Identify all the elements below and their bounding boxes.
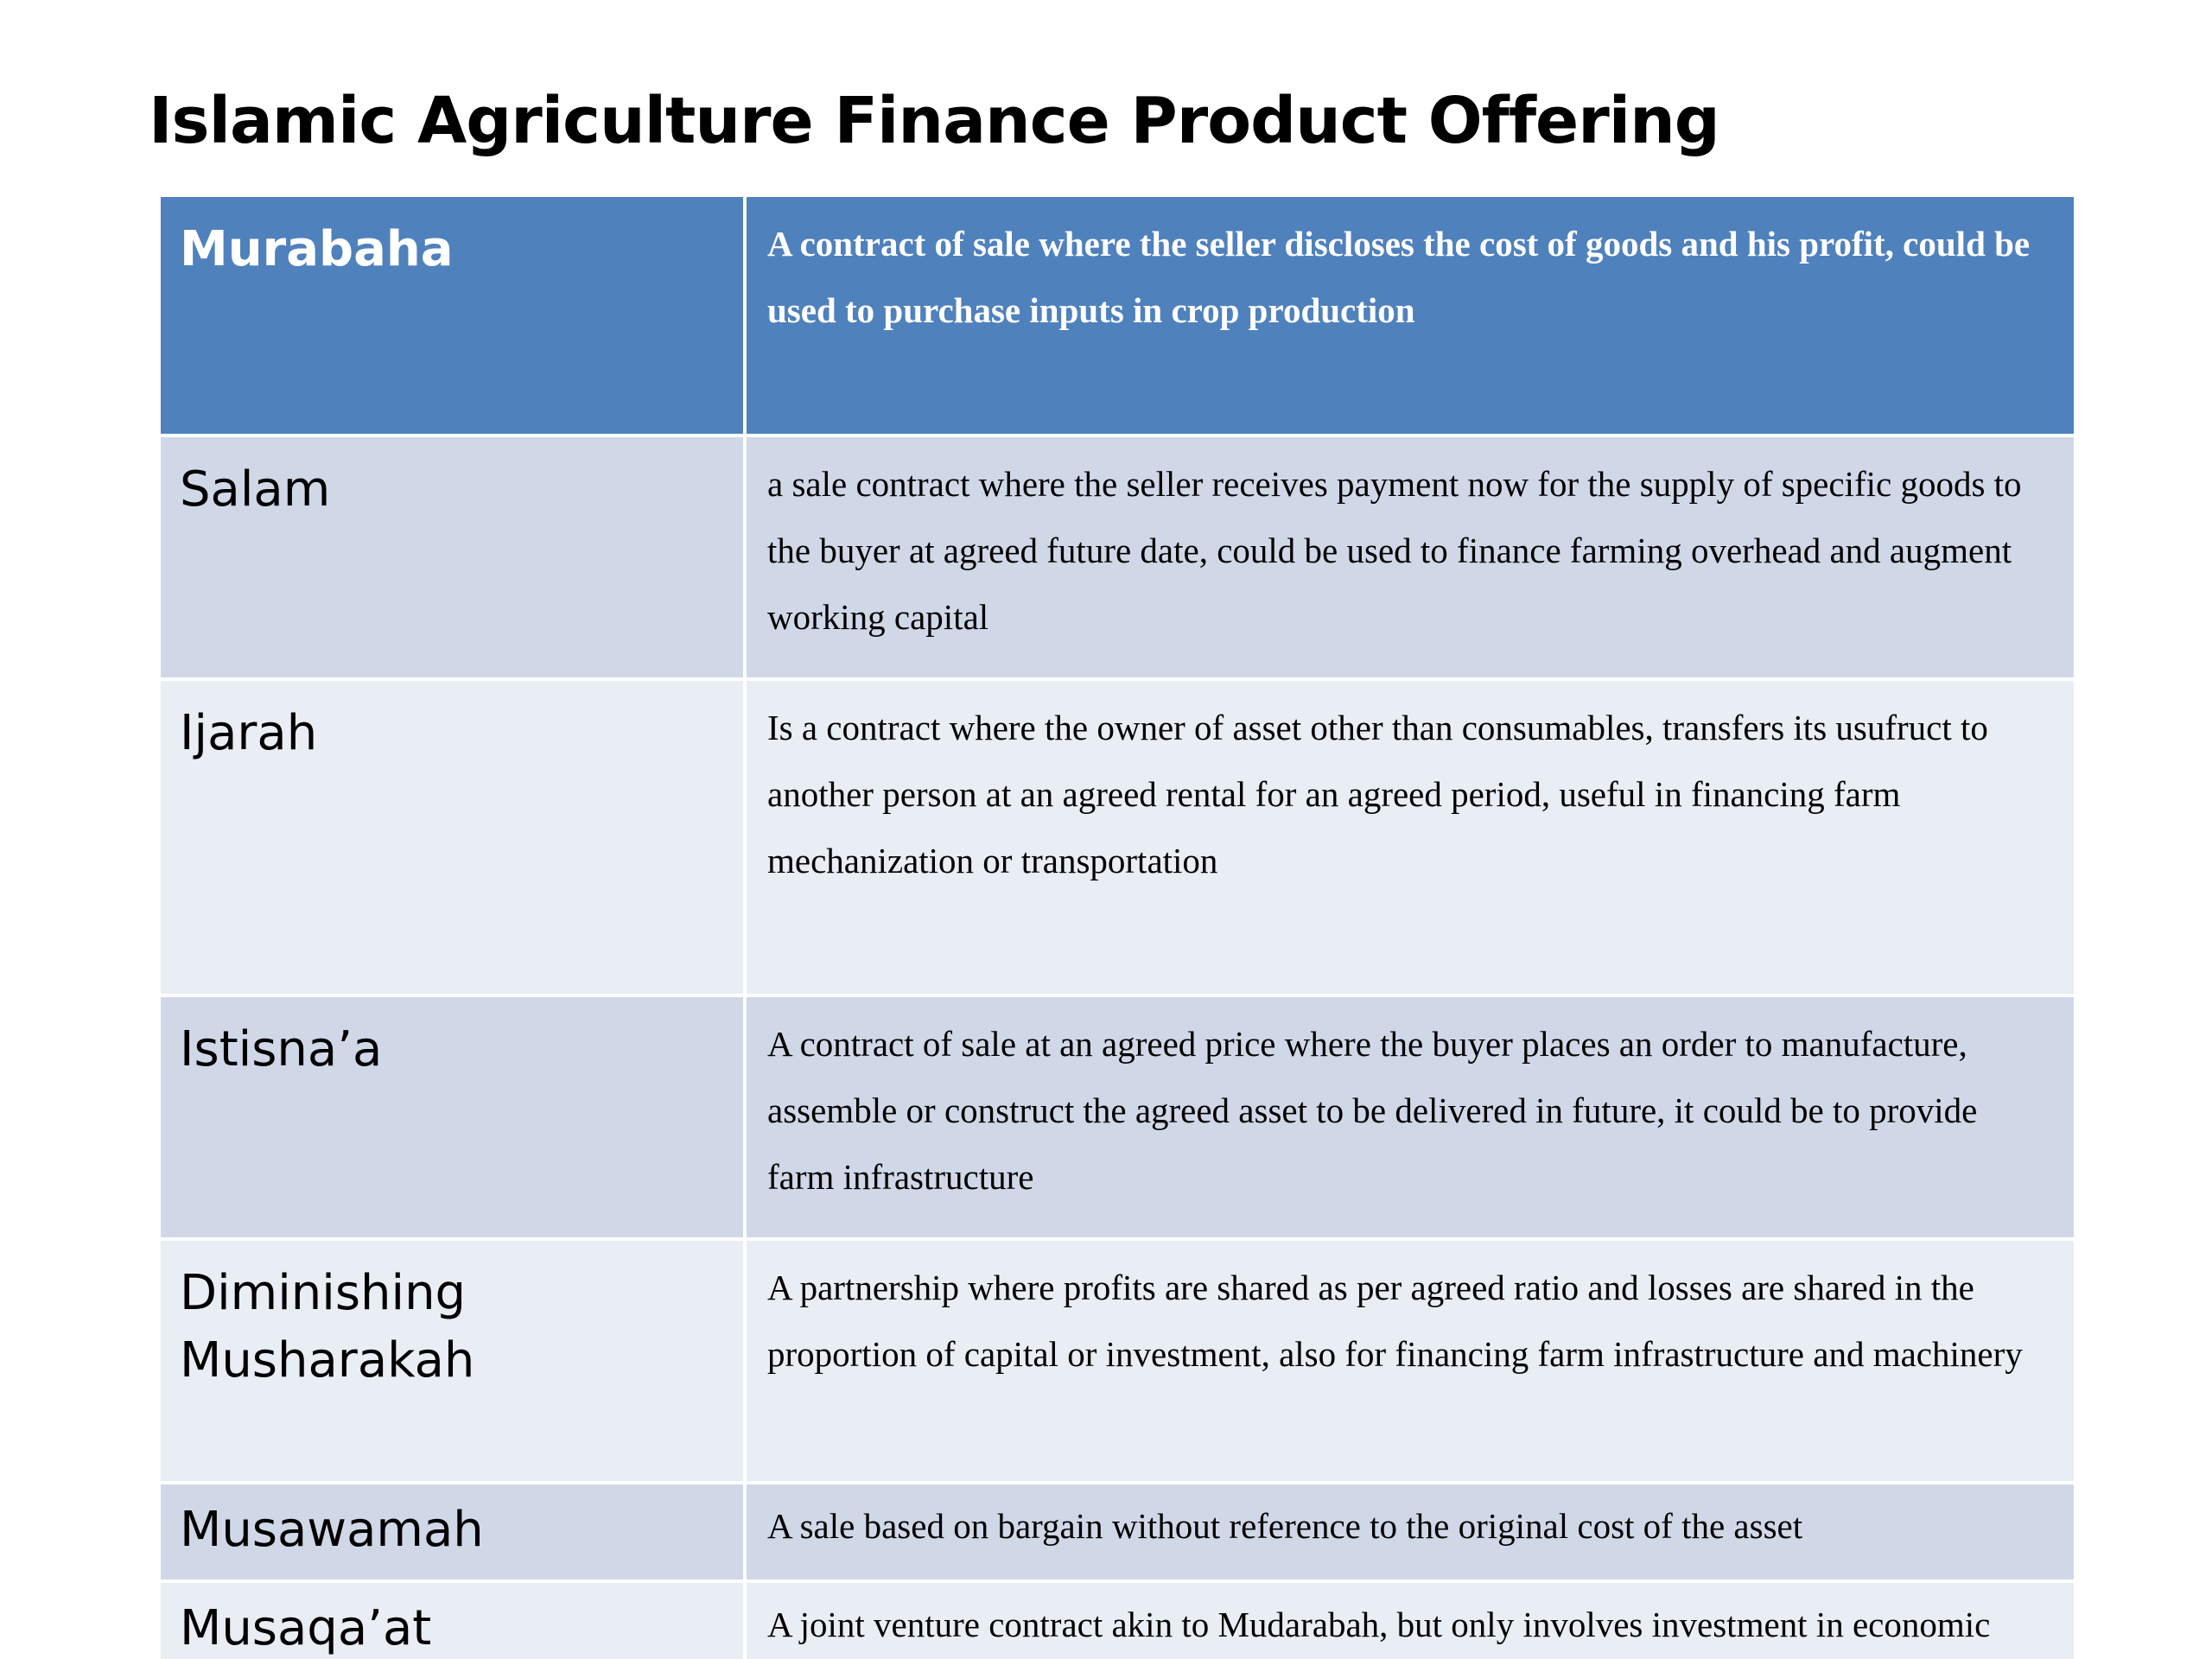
product-description: A contract of sale where the seller discloses the cost of goods and his profit, could be used to purchase inputs in crop production [745,195,2075,435]
product-table-container [157,194,2074,1659]
product-name: Istisna’a [159,995,745,1239]
product-description: Is a contract where the owner of asset other than consumables, transfers its usufruct to another person at an agreed rental for an agreed period, useful in financing farm mechanization or transportation [745,679,2075,995]
product-name: Ijarah [159,679,745,995]
product-name: Diminishing Musharakah [159,1239,745,1483]
product-description: A partnership where profits are shared as per agreed ratio and losses are shared in the proportion of capital or investment, also for financing farm infrastructure and machinery [745,1239,2075,1483]
table-row-musawamah [159,1483,2075,1581]
table-row-musaqat [159,1581,2075,1659]
table-row-diminishing-musharakah [159,1239,2075,1483]
table-row-salam [159,435,2075,679]
product-name: Murabaha [159,195,745,435]
product-description: A sale based on bargain without reference to the original cost of the asset [745,1483,2075,1581]
table-row-murabaha [159,195,2075,435]
product-name: Salam [159,435,745,679]
product-name: Musaqa’at [159,1581,745,1659]
table-row-istisna [159,995,2075,1239]
product-description: A joint venture contract akin to Mudarabah, but only involves investment in economic [745,1581,2075,1659]
product-description: A contract of sale at an agreed price where the buyer places an order to manufacture, assemble or construct the agreed asset to be delivered in future, it could be to provide farm infrastructure [745,995,2075,1239]
product-description: a sale contract where the seller receives payment now for the supply of specific goods to the buyer at agreed future date, could be used to finance farming overhead and augment working capital [745,435,2075,679]
product-table [157,194,2077,1659]
slide-title: Islamic Agriculture Finance Product Offering [149,84,1719,158]
table-row-ijarah [159,679,2075,995]
product-name: Musawamah [159,1483,745,1581]
